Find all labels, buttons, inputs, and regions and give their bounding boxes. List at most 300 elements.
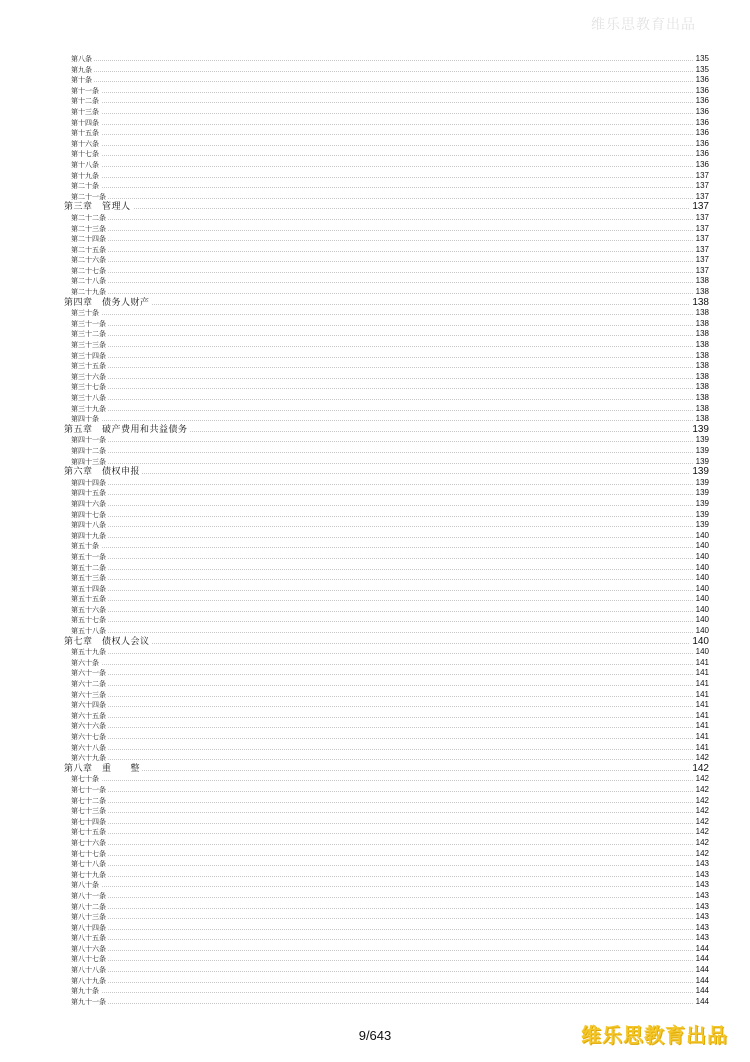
toc-article-row[interactable] xyxy=(0,234,750,245)
leader-dots xyxy=(71,590,709,591)
leader-dots xyxy=(71,621,709,622)
toc-page-number: 140 xyxy=(695,562,709,572)
leader-dots xyxy=(71,865,709,866)
toc-entry-label: 第十二条 xyxy=(71,97,99,106)
toc-page-number: 141 xyxy=(695,689,709,699)
leader-dots xyxy=(71,759,709,760)
leader-dots xyxy=(71,219,709,220)
leader-dots xyxy=(64,208,709,209)
toc-article-row[interactable] xyxy=(0,658,750,669)
leader-dots xyxy=(71,155,709,156)
toc-entry-label: 第四十三条 xyxy=(71,457,106,466)
toc-page-number: 138 xyxy=(695,361,709,371)
leader-dots xyxy=(71,240,709,241)
toc-article-row[interactable] xyxy=(0,849,750,860)
toc-entry-label: 第二十六条 xyxy=(71,256,106,265)
leader-dots xyxy=(71,60,709,61)
toc-article-row[interactable] xyxy=(0,965,750,976)
toc-entry-label: 第九十一条 xyxy=(71,997,106,1006)
toc-article-row[interactable] xyxy=(0,531,750,542)
toc-entry-label: 第四十五条 xyxy=(71,489,106,498)
toc-page-number: 142 xyxy=(695,827,709,837)
toc-page-number: 143 xyxy=(695,912,709,922)
leader-dots xyxy=(71,92,709,93)
toc-entry-label: 第五十五条 xyxy=(71,595,106,604)
leader-dots xyxy=(71,516,709,517)
toc-article-row[interactable] xyxy=(0,118,750,129)
leader-dots xyxy=(71,674,709,675)
toc-entry-label: 第十九条 xyxy=(71,171,99,180)
toc-article-row[interactable] xyxy=(0,54,750,65)
toc-article-row[interactable] xyxy=(0,213,750,224)
toc-entry-label: 第八十九条 xyxy=(71,976,106,985)
toc-entry-label: 第五十四条 xyxy=(71,584,106,593)
toc-article-row[interactable] xyxy=(0,319,750,330)
toc-entry-label: 第七十七条 xyxy=(71,849,106,858)
toc-entry-label: 第二十条 xyxy=(71,182,99,191)
toc-entry-label: 第七十四条 xyxy=(71,817,106,826)
leader-dots xyxy=(71,187,709,188)
toc-page-number: 138 xyxy=(695,403,709,413)
toc-entry-label: 第七十五条 xyxy=(71,828,106,837)
toc-article-row[interactable] xyxy=(0,796,750,807)
toc-article-row[interactable] xyxy=(0,997,750,1008)
leader-dots xyxy=(71,823,709,824)
toc-entry-label: 第十四条 xyxy=(71,118,99,127)
toc-article-row[interactable] xyxy=(0,435,750,446)
toc-page-number: 136 xyxy=(695,117,709,127)
leader-dots xyxy=(71,282,709,283)
leader-dots xyxy=(71,367,709,368)
leader-dots xyxy=(71,738,709,739)
toc-page-number: 139 xyxy=(692,466,709,478)
toc-entry-label: 第七十一条 xyxy=(71,785,106,794)
toc-article-row[interactable] xyxy=(0,329,750,340)
leader-dots xyxy=(71,441,709,442)
toc-entry-label: 第九条 xyxy=(71,65,92,74)
toc-article-row[interactable] xyxy=(0,880,750,891)
toc-chapter-row[interactable] xyxy=(0,467,750,478)
leader-dots xyxy=(71,791,709,792)
toc-page-number: 137 xyxy=(695,255,709,265)
toc-page-number: 142 xyxy=(695,795,709,805)
toc-article-row[interactable] xyxy=(0,912,750,923)
toc-page-number: 144 xyxy=(695,965,709,975)
toc-article-row[interactable] xyxy=(0,785,750,796)
toc-entry-label: 第十五条 xyxy=(71,129,99,138)
leader-dots xyxy=(71,653,709,654)
toc-entry-label: 第六十四条 xyxy=(71,701,106,710)
leader-dots xyxy=(71,780,709,781)
leader-dots xyxy=(71,378,709,379)
toc-page-number: 140 xyxy=(695,594,709,604)
toc-article-row[interactable] xyxy=(0,679,750,690)
toc-page-number: 136 xyxy=(695,128,709,138)
toc-page-number: 138 xyxy=(695,340,709,350)
toc-article-row[interactable] xyxy=(0,944,750,955)
toc-article-row[interactable] xyxy=(0,923,750,934)
toc-page-number: 138 xyxy=(695,276,709,286)
toc-chapter-row[interactable] xyxy=(0,202,750,213)
leader-dots xyxy=(71,600,709,601)
toc-page-number: 139 xyxy=(695,477,709,487)
toc-page-number: 137 xyxy=(695,234,709,244)
toc-article-row[interactable] xyxy=(0,721,750,732)
leader-dots xyxy=(71,325,709,326)
leader-dots xyxy=(71,505,709,506)
leader-dots xyxy=(71,1003,709,1004)
leader-dots xyxy=(71,346,709,347)
toc-article-row[interactable] xyxy=(0,128,750,139)
leader-dots xyxy=(71,335,709,336)
toc-page-number: 142 xyxy=(695,848,709,858)
toc-entry-label: 第二十五条 xyxy=(71,245,106,254)
toc-entry-label: 第三十条 xyxy=(71,309,99,318)
toc-article-row[interactable] xyxy=(0,743,750,754)
toc-page-number: 138 xyxy=(695,308,709,318)
toc-article-row[interactable] xyxy=(0,732,750,743)
toc-page-number: 139 xyxy=(695,520,709,530)
toc-article-row[interactable] xyxy=(0,446,750,457)
leader-dots xyxy=(71,558,709,559)
toc-entry-label: 第二十九条 xyxy=(71,288,106,297)
toc-page-number: 137 xyxy=(695,223,709,233)
toc-page-number: 143 xyxy=(695,933,709,943)
leader-dots xyxy=(71,960,709,961)
toc-page-number: 140 xyxy=(692,635,709,647)
leader-dots xyxy=(71,399,709,400)
toc-page-number: 140 xyxy=(695,583,709,593)
toc-page-number: 138 xyxy=(695,287,709,297)
page-number: 9/643 xyxy=(358,1028,392,1043)
leader-dots xyxy=(71,696,709,697)
toc-entry-label: 第六十七条 xyxy=(71,733,106,741)
toc-article-row[interactable] xyxy=(0,838,750,849)
toc-article-row[interactable] xyxy=(0,563,750,574)
toc-article-row[interactable] xyxy=(0,457,750,468)
toc-entry-label: 第八十六条 xyxy=(71,944,106,953)
toc-page-number: 141 xyxy=(695,710,709,720)
toc-page-number: 138 xyxy=(695,350,709,360)
leader-dots xyxy=(71,939,709,940)
toc-entry-label: 第六章 债权申报 xyxy=(64,467,141,478)
toc-article-row[interactable] xyxy=(0,774,750,785)
toc-entry-label: 第三十三条 xyxy=(71,341,106,350)
toc-article-row[interactable] xyxy=(0,986,750,997)
leader-dots xyxy=(71,982,709,983)
toc-entry-label: 第八十条 xyxy=(71,881,99,890)
toc-page-number: 139 xyxy=(695,456,709,466)
brand-logo: 维乐思教育出品 xyxy=(581,1023,728,1047)
leader-dots xyxy=(71,855,709,856)
toc-page-number: 137 xyxy=(695,244,709,254)
leader-dots xyxy=(71,494,709,495)
toc-article-row[interactable] xyxy=(0,171,750,182)
toc-chapter-row[interactable] xyxy=(0,425,750,436)
leader-dots xyxy=(71,410,709,411)
toc-entry-label: 第四十七条 xyxy=(71,510,106,519)
toc-page-number: 136 xyxy=(695,149,709,159)
leader-dots xyxy=(71,929,709,930)
toc-article-row[interactable] xyxy=(0,478,750,489)
toc-article-row[interactable] xyxy=(0,690,750,701)
toc-entry-label: 第四十二条 xyxy=(71,446,106,455)
toc-entry-label: 第三十五条 xyxy=(71,362,106,371)
toc-article-row[interactable] xyxy=(0,859,750,870)
toc-entry-label: 第四十条 xyxy=(71,415,99,424)
leader-dots xyxy=(71,992,709,993)
leader-dots xyxy=(64,643,709,644)
toc-entry-label: 第五章 破产费用和共益债务 xyxy=(64,424,188,435)
leader-dots xyxy=(71,632,709,633)
leader-dots xyxy=(71,526,709,527)
toc-article-row[interactable] xyxy=(0,499,750,510)
toc-article-row[interactable] xyxy=(0,65,750,76)
toc-page-number: 140 xyxy=(695,626,709,636)
toc-article-row[interactable] xyxy=(0,351,750,362)
toc-article-row[interactable] xyxy=(0,372,750,383)
toc-entry-label: 第二十四条 xyxy=(71,235,106,244)
leader-dots xyxy=(71,463,709,464)
toc-article-row[interactable] xyxy=(0,594,750,605)
toc-entry-label: 第二十一条 xyxy=(71,192,106,201)
toc-page-number: 144 xyxy=(695,986,709,996)
toc-page-number: 136 xyxy=(695,138,709,148)
toc-entry-label: 第七十六条 xyxy=(71,838,106,847)
toc-article-row[interactable] xyxy=(0,255,750,266)
toc-page-number: 137 xyxy=(695,181,709,191)
leader-dots xyxy=(71,293,709,294)
toc-article-row[interactable] xyxy=(0,361,750,372)
toc-entry-label: 第四十四条 xyxy=(71,478,106,487)
toc-page-number: 143 xyxy=(695,880,709,890)
leader-dots xyxy=(71,102,709,103)
leader-dots xyxy=(71,230,709,231)
toc-article-row[interactable] xyxy=(0,668,750,679)
toc-page-number: 139 xyxy=(695,488,709,498)
toc-article-row[interactable] xyxy=(0,393,750,404)
toc-article-row[interactable] xyxy=(0,160,750,171)
toc-page-number: 143 xyxy=(695,922,709,932)
header-watermark: 维乐思教育出品 xyxy=(591,17,696,33)
toc-article-row[interactable] xyxy=(0,626,750,637)
toc-article-row[interactable] xyxy=(0,647,750,658)
toc-entry-label: 第六十条 xyxy=(71,658,99,667)
toc-page-number: 141 xyxy=(695,742,709,752)
toc-entry-label: 第三章 管理人 xyxy=(64,202,131,213)
toc-page-number: 138 xyxy=(695,414,709,424)
toc-article-row[interactable] xyxy=(0,827,750,838)
leader-dots xyxy=(71,579,709,580)
toc-entry-label: 第三十二条 xyxy=(71,330,106,339)
toc-page-number: 141 xyxy=(695,721,709,731)
toc-page-number: 137 xyxy=(692,201,709,213)
leader-dots xyxy=(71,537,709,538)
toc-page-number: 136 xyxy=(695,159,709,169)
toc-article-row[interactable] xyxy=(0,287,750,298)
toc-page-number: 144 xyxy=(695,975,709,985)
toc-article-row[interactable] xyxy=(0,340,750,351)
toc-article-row[interactable] xyxy=(0,245,750,256)
leader-dots xyxy=(71,812,709,813)
toc-page-number: 144 xyxy=(695,943,709,953)
toc-page-number: 143 xyxy=(695,890,709,900)
toc-article-row[interactable] xyxy=(0,615,750,626)
toc-entry-label: 第五十九条 xyxy=(71,648,106,657)
toc-article-row[interactable] xyxy=(0,806,750,817)
leader-dots xyxy=(71,918,709,919)
toc-article-row[interactable] xyxy=(0,584,750,595)
toc-article-row[interactable] xyxy=(0,552,750,563)
toc-page-number: 142 xyxy=(695,837,709,847)
toc-page-number: 140 xyxy=(695,573,709,583)
toc-article-row[interactable] xyxy=(0,700,750,711)
toc-page-number: 139 xyxy=(692,423,709,435)
toc-article-row[interactable] xyxy=(0,107,750,118)
leader-dots xyxy=(71,908,709,909)
toc-entry-label: 第十六条 xyxy=(71,139,99,148)
toc-article-row[interactable] xyxy=(0,404,750,415)
toc-article-row[interactable] xyxy=(0,139,750,150)
toc-entry-label: 第六十九条 xyxy=(71,754,106,763)
toc-article-row[interactable] xyxy=(0,308,750,319)
leader-dots xyxy=(71,706,709,707)
toc-page-number: 138 xyxy=(695,393,709,402)
toc-entry-label: 第二十七条 xyxy=(71,266,106,275)
toc-article-row[interactable] xyxy=(0,414,750,425)
leader-dots xyxy=(64,473,709,474)
toc-entry-label: 第八十七条 xyxy=(71,955,106,964)
toc-entry-label: 第三十六条 xyxy=(71,372,106,381)
toc-page-number: 137 xyxy=(695,170,709,180)
toc-article-row[interactable] xyxy=(0,902,750,913)
toc-page-number: 137 xyxy=(695,212,709,222)
toc-article-row[interactable] xyxy=(0,86,750,97)
toc-article-row[interactable] xyxy=(0,382,750,393)
toc-entry-label: 第五十七条 xyxy=(71,616,106,625)
toc-page-number: 136 xyxy=(695,106,709,116)
toc-page-number: 136 xyxy=(695,85,709,95)
toc-entry-label: 第八十二条 xyxy=(71,902,106,911)
toc-article-row[interactable] xyxy=(0,541,750,552)
leader-dots xyxy=(71,950,709,951)
toc-page-number: 143 xyxy=(695,901,709,911)
toc-entry-label: 第十一条 xyxy=(71,86,99,95)
toc-article-row[interactable] xyxy=(0,520,750,531)
leader-dots xyxy=(71,314,709,315)
toc-page-number: 135 xyxy=(695,64,709,74)
leader-dots xyxy=(71,897,709,898)
toc-entry-label: 第六十二条 xyxy=(71,680,106,689)
toc-article-row[interactable] xyxy=(0,954,750,965)
leader-dots xyxy=(71,251,709,252)
toc-entry-label: 第四章 债务人财产 xyxy=(64,297,150,308)
leader-dots xyxy=(71,272,709,273)
toc-entry-label: 第三十四条 xyxy=(71,351,106,360)
leader-dots xyxy=(71,388,709,389)
toc-chapter-row[interactable] xyxy=(0,637,750,648)
toc-entry-label: 第七章 债权人会议 xyxy=(64,636,150,647)
leader-dots xyxy=(71,261,709,262)
toc-article-row[interactable] xyxy=(0,891,750,902)
toc-article-row[interactable] xyxy=(0,149,750,160)
leader-dots xyxy=(71,685,709,686)
leader-dots xyxy=(71,81,709,82)
leader-dots xyxy=(64,770,709,771)
leader-dots xyxy=(71,886,709,887)
toc-article-row[interactable] xyxy=(0,870,750,881)
leader-dots xyxy=(71,844,709,845)
toc-article-row[interactable] xyxy=(0,933,750,944)
toc-article-row[interactable] xyxy=(0,266,750,277)
toc-article-row[interactable] xyxy=(0,753,750,764)
toc-entry-label: 第八条 xyxy=(71,55,92,63)
leader-dots xyxy=(71,198,709,199)
toc-entry-label: 第七十三条 xyxy=(71,807,106,816)
toc-page-number: 140 xyxy=(695,604,709,614)
toc-article-row[interactable] xyxy=(0,276,750,287)
toc-page-number: 137 xyxy=(695,265,709,275)
toc-article-row[interactable] xyxy=(0,224,750,235)
toc-article-row[interactable] xyxy=(0,976,750,987)
toc-page-number: 142 xyxy=(695,753,709,763)
toc-page-number: 141 xyxy=(695,657,709,667)
toc-page-number: 142 xyxy=(695,816,709,826)
toc-article-row[interactable] xyxy=(0,192,750,203)
toc-entry-label: 第二十八条 xyxy=(71,277,106,286)
toc-article-row[interactable] xyxy=(0,711,750,722)
toc-entry-label: 第六十五条 xyxy=(71,711,106,720)
leader-dots xyxy=(71,134,709,135)
toc-entry-label: 第八十八条 xyxy=(71,966,106,975)
toc-article-row[interactable] xyxy=(0,817,750,828)
leader-dots xyxy=(71,569,709,570)
leader-dots xyxy=(71,971,709,972)
toc-page-number: 140 xyxy=(695,615,709,625)
toc-page-number: 141 xyxy=(695,700,709,710)
toc-page-number: 141 xyxy=(695,668,709,678)
toc-article-row[interactable] xyxy=(0,96,750,107)
toc-entry-label: 第九十条 xyxy=(71,987,99,996)
toc-page-number: 142 xyxy=(695,784,709,794)
toc-entry-label: 第五十条 xyxy=(71,542,99,551)
toc-article-row[interactable] xyxy=(0,510,750,521)
toc-page-number: 141 xyxy=(695,679,709,689)
toc-article-row[interactable] xyxy=(0,488,750,499)
toc-page-number: 138 xyxy=(692,296,709,308)
toc-entry-label: 第八十五条 xyxy=(71,934,106,943)
leader-dots xyxy=(71,177,709,178)
toc-article-row[interactable] xyxy=(0,181,750,192)
toc-entry-label: 第七十条 xyxy=(71,775,99,784)
toc-article-row[interactable] xyxy=(0,605,750,616)
toc-article-row[interactable] xyxy=(0,573,750,584)
toc-entry-label: 第十八条 xyxy=(71,160,99,169)
toc-article-row[interactable] xyxy=(0,75,750,86)
toc-entry-label: 第四十八条 xyxy=(71,521,106,530)
toc-page-number: 139 xyxy=(695,445,709,455)
toc-page-number: 141 xyxy=(695,732,709,741)
leader-dots xyxy=(71,166,709,167)
toc-entry-label: 第三十七条 xyxy=(71,383,106,392)
toc-chapter-row[interactable] xyxy=(0,764,750,775)
toc-page-number: 143 xyxy=(695,869,709,879)
leader-dots xyxy=(71,452,709,453)
leader-dots xyxy=(71,876,709,877)
toc-entry-label: 第七十二条 xyxy=(71,796,106,805)
toc-chapter-row[interactable] xyxy=(0,298,750,309)
leader-dots xyxy=(71,611,709,612)
